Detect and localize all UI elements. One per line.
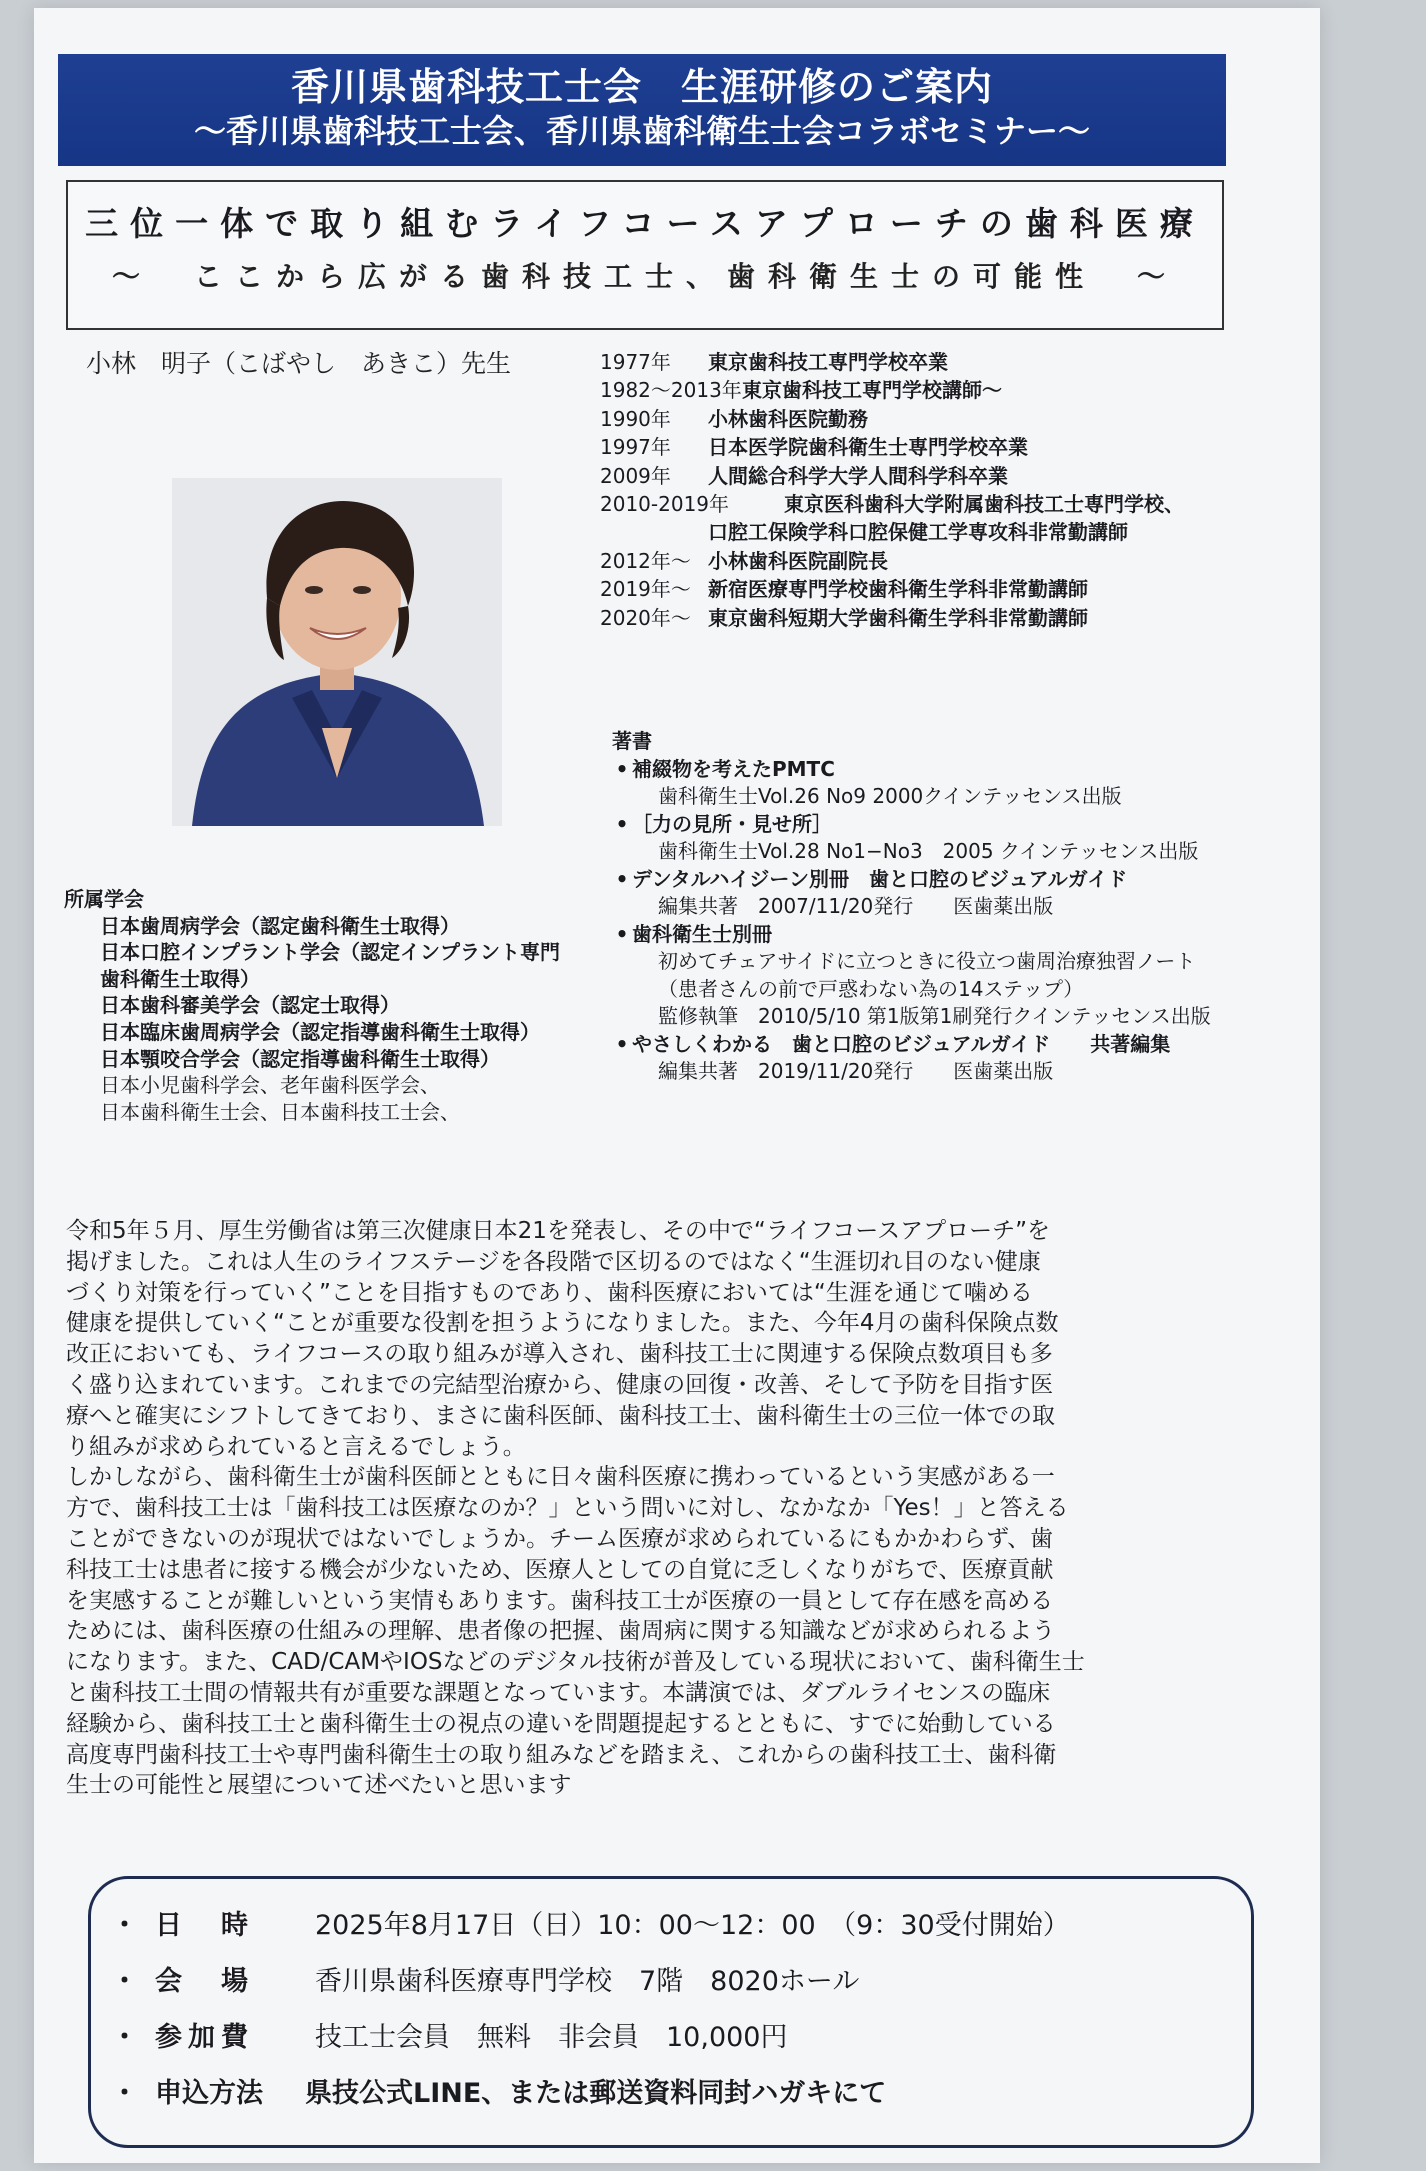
book-detail: 監修執筆 2010/5/10 第1版第1刷発行クインテッセンス出版: [658, 1004, 1211, 1028]
body-line: 方で、歯科技工士は「歯科技工は医療なのか？」という問いに対し、なかなか「Yes！」と答える: [66, 1495, 1069, 1522]
body-line: 経験から、歯科技工士と歯科衛生士の視点の違いを問題提起するとともに、すでに始動している: [66, 1710, 1056, 1737]
banner-subtitle: 〜香川県歯科技工士会、香川県歯科衛生士会コラボセミナー〜: [193, 112, 1090, 150]
apply-value: 県技公式LINE、または郵送資料同封ハガキにて: [305, 2078, 887, 2109]
body-line: り組みが求められていると言えるでしょう。: [66, 1433, 526, 1460]
body-line: 高度専門歯科技工士や専門歯科衛生士の取り組みなどを踏まえ、これからの歯科技工士、歯科衛: [66, 1741, 1057, 1768]
career-text: 小林歯科医院副院長: [708, 548, 888, 573]
career-year: 1990年: [600, 406, 671, 431]
career-item: [600, 462, 1260, 490]
book-title-text: デンタルハイジーン別冊 歯と口腔のビジュアルガイド: [632, 866, 1128, 891]
info-fee: [111, 2015, 787, 2054]
publications: [612, 728, 1272, 1086]
book-detail: （患者さんの前で戸惑わない為の14ステップ）: [658, 976, 1084, 1001]
career-item: [600, 348, 1260, 376]
career-year: 2019年〜: [600, 577, 691, 602]
book-title-text: 補綴物を考えたPMTC: [632, 756, 835, 781]
info-date: [111, 1903, 1070, 1942]
society-item: 日本歯科審美学会（認定士取得）: [100, 993, 400, 1018]
career-text: 小林歯科医院勤務: [708, 406, 868, 431]
society-other: 日本歯科衛生士会、日本歯科技工士会、: [100, 1099, 460, 1124]
book-title: [612, 1031, 1272, 1059]
career-text: 新宿医療専門学校歯科衛生学科非常勤講師: [708, 577, 1088, 602]
book-title: [612, 866, 1272, 894]
career-item: [600, 433, 1260, 461]
career-item: [600, 575, 1260, 603]
career-list: [600, 348, 1260, 632]
career-year: 2012年〜: [600, 548, 691, 573]
body-line: になります。また、CAD/CAMやIOSなどのデジタル技術が普及している現状において、歯科衛生士: [66, 1649, 1085, 1676]
career-text: 東京歯科短期大学歯科衛生学科非常勤講師: [708, 605, 1088, 630]
society-other: 日本小児歯科学会、老年歯科医学会、: [100, 1073, 440, 1098]
body-line: 生士の可能性と展望について述べたいと思います: [66, 1772, 572, 1799]
career-text: 人間総合科学大学人間科学科卒業: [708, 463, 1008, 488]
book-title: [612, 811, 1272, 839]
seminar-title-box: [66, 180, 1224, 330]
apply-label: 申込方法: [155, 2078, 263, 2109]
career-year: 2010-2019年: [600, 492, 730, 517]
book-title-text: ［力の見所・見せ所］: [632, 811, 832, 836]
speaker-portrait-image: [172, 478, 502, 826]
info-apply: [111, 2071, 886, 2110]
society-item: 日本口腔インプラント学会（認定インプラント専門: [100, 940, 560, 965]
body-line: く盛り込まれています。これまでの完結型治療から、健康の回復・改善、そして予防を目指す医: [66, 1371, 1054, 1398]
career-year: 1997年: [600, 435, 671, 460]
bullet-icon: ・: [111, 1966, 138, 1997]
banner-title: 香川県歯科技工士会 生涯研修のご案内: [290, 65, 993, 109]
career-item: [600, 604, 1260, 632]
society-item: 日本臨床歯周病学会（認定指導歯科衛生士取得）: [100, 1019, 540, 1044]
career-item: [600, 490, 1260, 518]
bullet-icon: ・: [111, 2022, 138, 2053]
date-label: 日 時: [155, 1910, 254, 1941]
bullet-icon: •: [615, 866, 629, 891]
career-text: 東京医科歯科大学附属歯科技工士専門学校、: [784, 492, 1184, 517]
venue-value: 香川県歯科医療専門学校 7階 8020ホール: [315, 1966, 860, 1997]
body-line: を実感することが難しいという実情もあります。歯科技工士が医療の一員として存在感を高める: [66, 1587, 1054, 1614]
body-line: づくり対策を行っていく”ことを目指すものであり、歯科医療においては“生涯を通じて噛める: [66, 1279, 1033, 1306]
career-item: [600, 547, 1260, 575]
seminar-description: [66, 1216, 1256, 1801]
body-line: ことができないのが現状ではないでしょうか。チーム医療が求められているにもかかわらず、歯: [66, 1525, 1054, 1552]
info-venue: [111, 1959, 859, 1998]
body-line: 科技工士は患者に接する機会が少ないため、医療人としての自覚に乏しくなりがちで、医療貢献: [66, 1556, 1054, 1583]
career-item: [600, 405, 1260, 433]
career-year: 2020年〜: [600, 605, 691, 630]
fee-label: 参加費: [155, 2022, 254, 2053]
book-detail: 歯科衛生士Vol.26 No9 2000クインテッセンス出版: [658, 784, 1122, 808]
bullet-icon: •: [615, 811, 629, 836]
venue-label: 会 場: [155, 1966, 254, 1997]
book-title-text: やさしくわかる 歯と口腔のビジュアルガイド 共著編集: [632, 1031, 1171, 1056]
publications-heading: 著書: [612, 729, 652, 753]
header-banner: [58, 54, 1226, 166]
book-detail: 初めてチェアサイドに立つときに役立つ歯周治療独習ノート: [658, 949, 1196, 973]
speaker-photo: [172, 478, 502, 826]
book-detail: 編集共著 2007/11/20発行 医歯薬出版: [658, 894, 1054, 918]
body-line: と歯科技工士間の情報共有が重要な課題となっています。本講演では、ダブルライセンスの臨床: [66, 1679, 1051, 1706]
career-year: 1982〜2013年: [600, 378, 742, 403]
bullet-icon: •: [615, 1031, 629, 1056]
event-info-box: [88, 1876, 1254, 2148]
bullet-icon: ・: [111, 1910, 138, 1941]
body-line: 療へと確実にシフトしてきており、まさに歯科医師、歯科技工士、歯科衛生士の三位一体での取: [66, 1402, 1055, 1429]
book-title: [612, 756, 1272, 784]
society-item: 日本歯周病学会（認定歯科衛生士取得）: [100, 913, 460, 938]
body-line: 健康を提供していく“ことが重要な役割を担うようになりました。また、今年4月の歯科保険点数: [66, 1310, 1059, 1337]
career-year: 2009年: [600, 463, 671, 488]
body-line: しかしながら、歯科衛生士が歯科医師とともに日々歯科医療に携わっているという実感がある一: [66, 1464, 1055, 1491]
speaker-name: 小林 明子（こばやし あきこ）先生: [86, 349, 512, 378]
seminar-subtitle: 〜 ここから広がる歯科技工士、歯科衛生士の可能性 〜: [111, 260, 1178, 293]
book-title: [612, 921, 1272, 949]
career-text: 日本医学院歯科衛生士専門学校卒業: [708, 435, 1028, 460]
bullet-icon: •: [615, 756, 629, 781]
fee-value: 技工士会員 無料 非会員 10,000円: [315, 2022, 788, 2053]
body-line: ためには、歯科医療の仕組みの理解、患者像の把握、歯周病に関する知識などが求められるよう: [66, 1618, 1055, 1645]
book-title-text: 歯科衛生士別冊: [632, 921, 772, 946]
career-item: [600, 376, 1260, 404]
body-line: 改正においても、ライフコースの取り組みが導入され、歯科技工士に関連する保険点数項目も多: [66, 1341, 1053, 1368]
career-text-continued: 口腔工保険学科口腔保健工学専攻科非常勤講師: [708, 520, 1128, 545]
seminar-title: 三位一体で取り組むライフコースアプローチの歯科医療: [85, 204, 1205, 243]
societies-heading: 所属学会: [64, 887, 144, 911]
career-text: 東京歯科技工専門学校卒業: [708, 350, 948, 374]
society-item: 歯科衛生士取得）: [100, 966, 260, 991]
bullet-icon: •: [615, 921, 629, 946]
body-line: 掲げました。これは人生のライフステージを各段階で区切るのではなく“生涯切れ目のない健康: [66, 1248, 1041, 1275]
career-year: 1977年: [600, 350, 671, 374]
affiliated-societies: [64, 886, 624, 1125]
book-detail: 編集共著 2019/11/20発行 医歯薬出版: [658, 1059, 1054, 1083]
date-value: 2025年8月17日（日）10：00〜12：00 （9：30受付開始）: [315, 1910, 1070, 1941]
book-detail: 歯科衛生士Vol.28 No1−No3 2005 クインテッセンス出版: [658, 839, 1199, 863]
society-item: 日本顎咬合学会（認定指導歯科衛生士取得）: [100, 1046, 500, 1071]
career-text: 東京歯科技工専門学校講師〜: [742, 378, 1002, 403]
bullet-icon: ・: [111, 2078, 138, 2109]
body-line: 令和5年５月、厚生労働省は第三次健康日本21を発表し、その中で“ライフコースアプローチ”を: [66, 1218, 1051, 1244]
